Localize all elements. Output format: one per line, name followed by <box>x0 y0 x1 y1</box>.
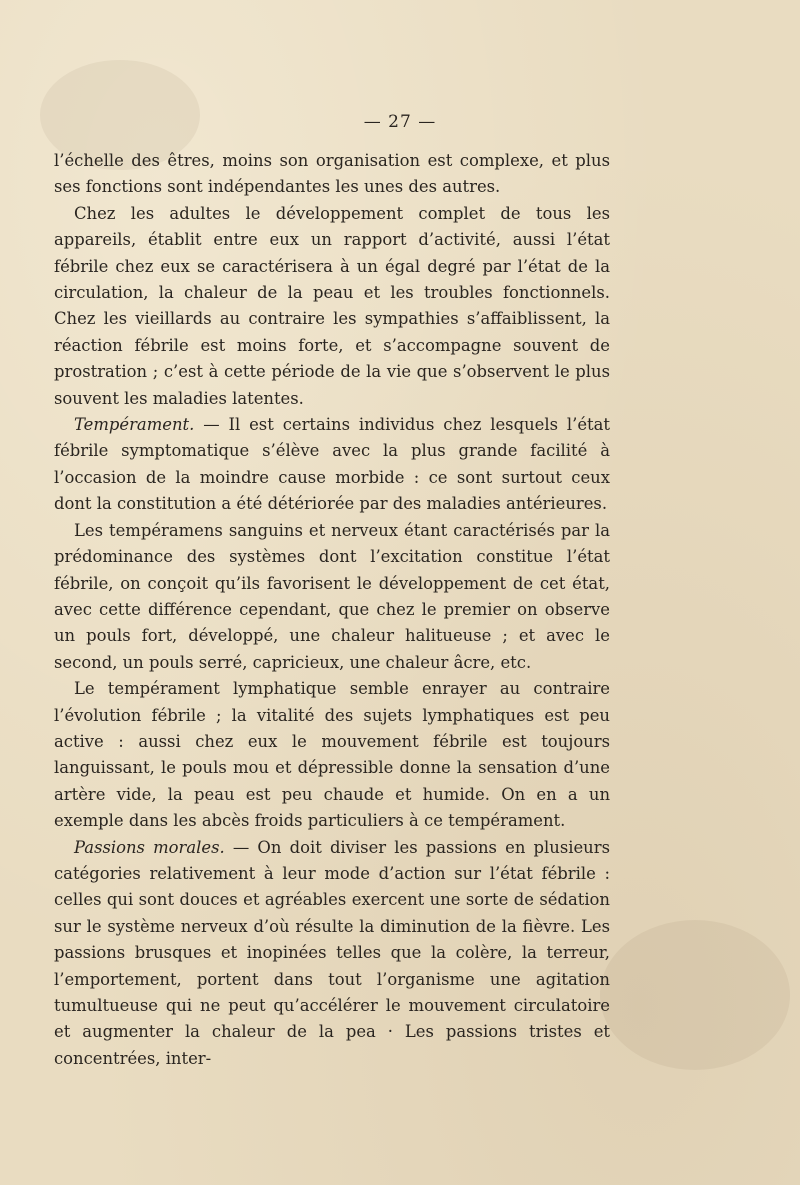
paragraph <box>54 835 610 1073</box>
paragraph <box>54 412 610 518</box>
paragraph-text: — On doit diviser les passions en plusieurs catégories relativement à leur mode d’action sur l’état fébrile : celles qui sont douces et agréables exercent une sorte de sédation sur le système nerveux d’où résulte la diminution de la fièvre. Les passions brusques et inopinées telles que la colère, la terreur, l’emportement, portent dans tout l’organisme une agitation tumultueuse qui ne peut qu’accélérer le mouvement circulatoire et augmenter la chaleur de la pea · Les passions tristes et concentrées, inter- <box>54 837 610 1068</box>
body-text <box>54 148 610 1072</box>
section-lead: Tempérament. <box>74 415 195 435</box>
paragraph: Le tempérament lymphatique semble enrayer au contraire l’évolution fébrile ; la vitalité des sujets lymphatiques est peu active : aussi chez eux le mouvement fébrile est toujours languissant, le pouls mou et dépressible donne la sensation d’une artère vide, la peau est peu chaude et humide. On en a un exemple dans les abcès froids particuliers à ce tempérament. <box>54 679 610 831</box>
paper-stain <box>600 920 790 1070</box>
paragraph: Les tempéramens sanguins et nerveux étant caractérisés par la prédominance des systèmes dont l’excitation constitue l’état fébrile, on conçoit qu’ils favorisent le développement de cet état, avec cette différence cependant, que chez le premier on observe un pouls fort, développé, une chaleur halitueuse ; et avec le second, un pouls serré, capricieux, une chaleur âcre, etc. <box>54 520 610 672</box>
page-number: — 27 — <box>363 112 437 132</box>
section-lead: Passions morales. <box>74 837 225 857</box>
paragraph-text: — Il est certains individus chez lesquels l’état fébrile symptomatique s’élève avec la plus grande facilité à l’occasion de la moindre cause morbide : ce sont surtout ceux dont la constitution a été détériorée par des maladies antérieures. <box>54 415 610 514</box>
paragraph: Chez les adultes le développement complet de tous les appareils, établit entre eux un rapport d’activité, aussi l’état fébrile chez eux se caractérisera à un égal degré par l’état de la circulation, la chaleur de la peau et les troubles fonctionnels. Chez les vieillards au contraire les sympathies s’affaiblissent, la réaction fébrile est moins forte, et s’accompagne souvent de prostration ; c’est à cette période de la vie que s’observent le plus souvent les maladies latentes. <box>54 203 610 408</box>
paragraph: l’échelle des êtres, moins son organisation est complexe, et plus ses fonctions sont indépendantes les unes des autres. <box>54 151 610 197</box>
